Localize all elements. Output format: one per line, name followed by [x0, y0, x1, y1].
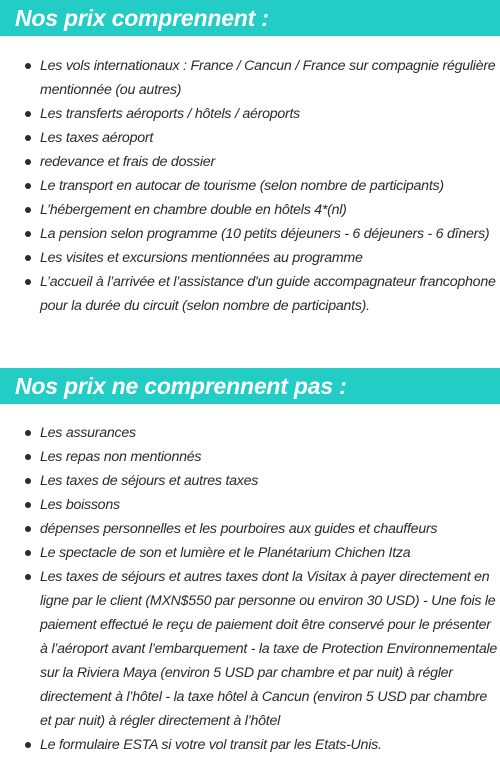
bullet-icon: [25, 231, 31, 237]
list-item-text: Le formulaire ESTA si votre vol transit par les Etats-Unis.: [40, 737, 382, 753]
list-item: [0, 270, 500, 318]
bullet-icon: [25, 430, 31, 436]
list-item: [0, 150, 500, 174]
included-section-title: Nos prix comprennent :: [0, 0, 500, 36]
list-item-text: redevance et frais de dossier: [40, 154, 215, 170]
bullet-icon: [25, 159, 31, 165]
list-item: [0, 493, 500, 517]
bullet-icon: [25, 255, 31, 261]
excluded-section-title: Nos prix ne comprennent pas :: [0, 368, 500, 404]
list-item: [0, 54, 500, 102]
bullet-icon: [25, 550, 31, 556]
list-item: [0, 565, 500, 733]
bullet-icon: [25, 183, 31, 189]
list-item-text: Les assurances: [40, 425, 136, 441]
bullet-icon: [25, 478, 31, 484]
list-item: [0, 733, 500, 757]
list-item-text: dépenses personnelles et les pourboires aux guides et chauffeurs: [40, 521, 438, 537]
list-item: [0, 126, 500, 150]
list-item: [0, 174, 500, 198]
list-item-text: Le spectacle de son et lumière et le Planétarium Chichen Itza: [40, 545, 411, 561]
list-item: [0, 421, 500, 445]
list-item-text: Les taxes aéroport: [40, 130, 154, 146]
bullet-icon: [25, 742, 31, 748]
list-item-text: L’accueil à l’arrivée et l’assistance d'un guide accompagnateur francophone pour la durée du circuit (selon nombre de participants).: [40, 274, 496, 314]
list-item: [0, 246, 500, 270]
list-item-text: Le transport en autocar de tourisme (selon nombre de participants): [40, 178, 444, 194]
bullet-icon: [25, 574, 31, 580]
list-item: [0, 469, 500, 493]
bullet-icon: [25, 454, 31, 460]
list-item-text: Les boissons: [40, 497, 120, 513]
list-item-text: Les taxes de séjours et autres taxes dont la Visitax à payer directement en ligne par le client (MXN$550 par personne ou environ 30 USD) - Une fois le paiement effectué le reçu de paiement doit être conservé pour le présenter à l’aéroport avant l’embarquement - la taxe de Protection Environnementale sur la Riviera Maya (environ 5 USD par chambre et par nuit) à régler directement à l’hôtel - la taxe hôtel à Cancun (environ 5 USD par chambre et par nuit) à régler directement à l’hôtel: [40, 569, 498, 729]
bullet-icon: [25, 279, 31, 285]
list-item: [0, 222, 500, 246]
list-item: [0, 517, 500, 541]
bullet-icon: [25, 502, 31, 508]
bullet-icon: [25, 63, 31, 69]
bullet-icon: [25, 111, 31, 117]
list-item-text: Les taxes de séjours et autres taxes: [40, 473, 259, 489]
included-list: [0, 54, 500, 318]
list-item-text: Les visites et excursions mentionnées au programme: [40, 250, 363, 266]
list-item: [0, 445, 500, 469]
list-item: [0, 541, 500, 565]
bullet-icon: [25, 135, 31, 141]
list-item: [0, 198, 500, 222]
excluded-list: [0, 421, 500, 757]
list-item-text: La pension selon programme (10 petits déjeuners - 6 déjeuners - 6 dîners): [40, 226, 490, 242]
list-item-text: Les repas non mentionnés: [40, 449, 202, 465]
bullet-icon: [25, 526, 31, 532]
list-item: [0, 102, 500, 126]
list-item-text: L’hébergement en chambre double en hôtels 4*(nl): [40, 202, 347, 218]
bullet-icon: [25, 207, 31, 213]
list-item-text: Les vols internationaux : France / Cancun / France sur compagnie régulière mentionnée (ou autres): [40, 58, 496, 98]
list-item-text: Les transferts aéroports / hôtels / aéroports: [40, 106, 301, 122]
